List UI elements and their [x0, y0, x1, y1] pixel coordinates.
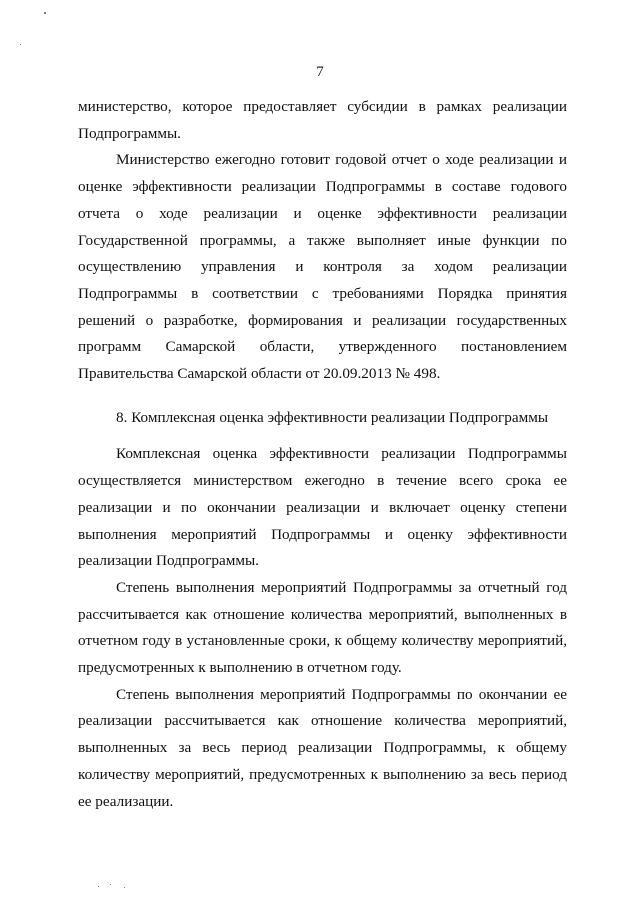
scan-speck	[44, 12, 46, 14]
scan-speck	[110, 884, 111, 885]
section-paragraph-2: Степень выполнения мероприятий Подпрограммы за отчетный год рассчитывается как отношение количества мероприятий, выполненных в отчетном году в установленные сроки, к общему количеству мероприятий, предусмотренных к выполнению в отчетном году.	[78, 578, 567, 677]
paragraph-1: министерство, которое предоставляет субсидии в рамках реализации Подпрограммы.	[78, 98, 567, 142]
section-heading: 8. Комплексная оценка эффективности реализации Подпрограммы	[116, 408, 549, 426]
section-paragraph-3: Степень выполнения мероприятий Подпрограммы по окончании ее реализации рассчитывается как отношение количества мероприятий, выполненных за весь период реализации Подпрограммы, к общему количеству мероприятий, предусмотренных к выполнению за весь период ее реализации.	[78, 685, 567, 810]
page-number: 7	[316, 64, 324, 80]
paragraph-2: Министерство ежегодно готовит годовой отчет о ходе реализации и оценке эффективности реализации Подпрограммы в составе годового отчета о ходе реализации и оценке эффективности реализации Государственной программы, а также выполняет иные функции по осуществлению управления и контроля за ходом реализации Подпрограммы в соответствии с требованиями Порядка принятия решений о разработке, формирования и реализации государственных программ Самарской области, утвержденного постановлением Правительства Самарской области от 20.09.2013 № 498.	[78, 151, 567, 383]
scan-speck	[98, 886, 99, 887]
document-body	[78, 94, 567, 815]
scan-speck	[20, 44, 21, 45]
section-paragraph-1: Комплексная оценка эффективности реализации Подпрограммы осуществляется министерством ежегодно в течение всего срока ее реализации и по окончании реализации и включает оценку степени выполнения мероприятий Подпрограммы и оценку эффективности реализации Подпрограммы.	[78, 445, 567, 570]
scan-speck	[124, 887, 125, 888]
